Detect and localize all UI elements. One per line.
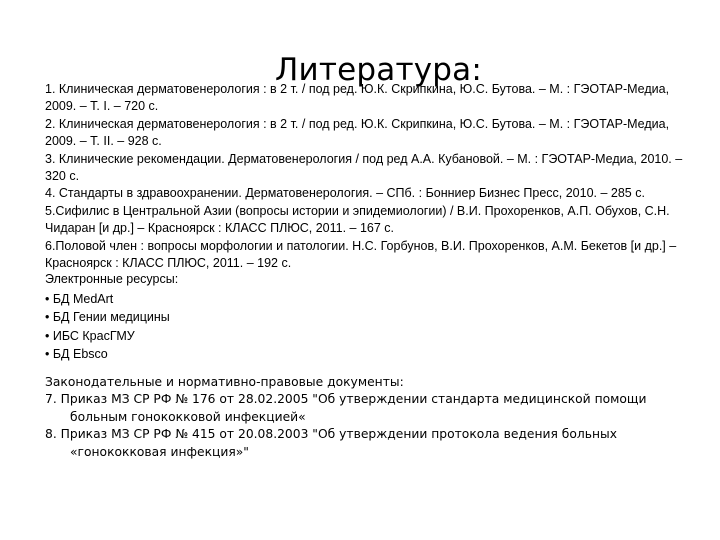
electronic-resource-item: • БД MedArt	[45, 292, 114, 307]
reference-item: 6.Половой член : вопросы морфологии и патологии. Н.С. Горбунов, В.И. Прохоренков, А.М. Бекетов [и др.] – Красноярск : КЛАСС ПЛЮС, 2011. – 192 с.	[45, 238, 677, 271]
page-title: Литература:	[275, 52, 482, 88]
electronic-resource-item: • БД Гении медицины	[45, 310, 170, 325]
legal-documents-heading: Законодательные и нормативно-правовые документы:	[45, 375, 404, 389]
electronic-resources	[45, 270, 685, 363]
reference-item: 5.Сифилис в Центральной Азии (вопросы истории и эпидемиологии) / В.И. Прохоренков, А.П. Обухов, С.Н. Чидаран [и др.] – Красноярск : КЛАСС ПЛЮС, 2011. – 167 с.	[45, 203, 670, 236]
electronic-resources-heading: Электронные ресурсы:	[45, 272, 179, 286]
legal-documents	[45, 374, 685, 461]
reference-item: 2. Клиническая дерматовенерология : в 2 т. / под ред. Ю.К. Скрипкина, Ю.С. Бутова. – М. : ГЭОТАР-Медиа, 2009. – Т. II. – 928 с.	[45, 116, 670, 149]
legal-document-item: 7. Приказ МЗ СР РФ № 176 от 28.02.2005 "Об утверждении стандарта медицинской помощи больным гонококковой инфекцией«	[45, 392, 647, 424]
electronic-resource-item: • БД Ebsco	[45, 346, 108, 361]
references-list	[45, 81, 685, 272]
reference-item: 1. Клиническая дерматовенерология : в 2 т. / под ред. Ю.К. Скрипкина, Ю.С. Бутова. – М. : ГЭОТАР-Медиа, 2009. – Т. I. – 720 с.	[45, 82, 670, 114]
electronic-resource-item: • ИБС КрасГМУ	[45, 328, 135, 343]
reference-item: 3. Клинические рекомендации. Дерматовенерология / под ред А.А. Кубановой. – М. : ГЭОТАР-Медиа, 2010. – 320 с.	[45, 151, 683, 184]
legal-document-item: 8. Приказ МЗ СР РФ № 415 от 20.08.2003 "Об утверждении протокола ведения больных «гонококковая инфекция»"	[45, 427, 618, 459]
reference-item: 4. Стандарты в здравоохранении. Дерматовенерология. – СПб. : Бонниер Бизнес Пресс, 2010. – 285 с.	[45, 186, 645, 201]
